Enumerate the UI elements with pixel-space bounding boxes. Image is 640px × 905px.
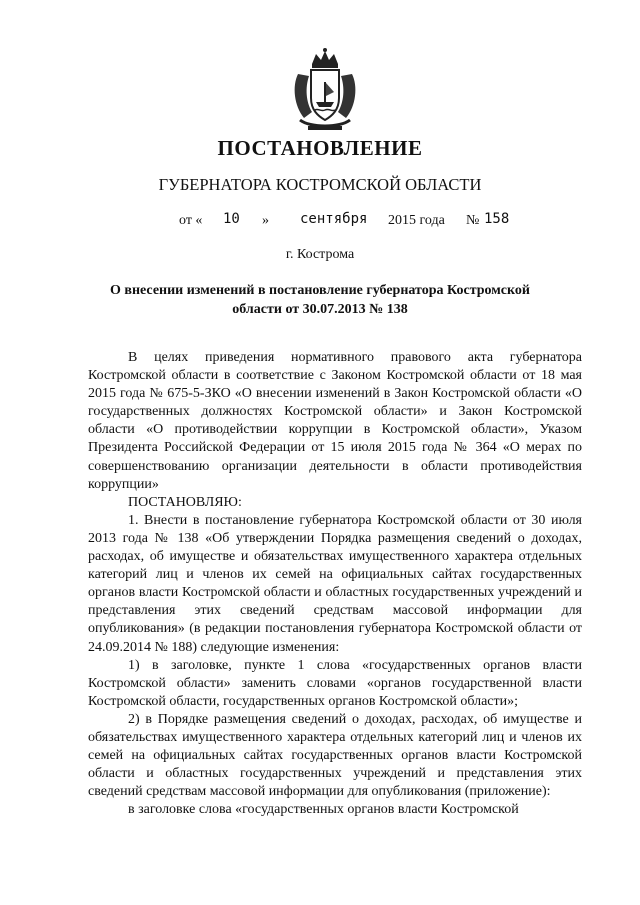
- preamble-paragraph: В целях приведения нормативного правового акта губернатора Костромской области в соответствие с Законом Костромской области от 18 мая 2015 года № 675-5-ЗКО «О внесении изменений в Закон Костромской области «О государственных должностях Костромской области» и Закон Костромской области «О противодействии коррупции в Костромской области», Указом Президента Российской Федерации от 15 июля 2015 года № 364 «О мерах по совершенствованию организации деятельности в области противодействия коррупции»: [88, 350, 582, 492]
- coat-of-arms-icon: [290, 46, 360, 134]
- document-body: [88, 349, 582, 819]
- item-1-paragraph: 1. Внести в постановление губернатора Костромской области от 30 июля 2013 года № 138 «Об утверждении Порядка размещения сведений о доходах, расходах, об имуществе и обязательствах имущественного характера отдельных категорий лиц и членов их семей на официальных сайтах государственных органов власти Костромской области и областных государственных учреждений и представления этих сведений средствам массовой информации для опубликования» (в редакции постановления губернатора Костромской области от 24.09.2014 № 188) следующие изменения:: [88, 512, 582, 655]
- city: г. Кострома: [285, 247, 355, 262]
- date-month: сентября: [300, 211, 368, 227]
- date-year: 2015 года: [388, 213, 445, 228]
- date-number-line: [0, 211, 640, 235]
- document-issuer: ГУБЕРНАТОРА КОСТРОМСКОЙ ОБЛАСТИ: [158, 175, 482, 194]
- subitem-2-paragraph: 2) в Порядке размещения сведений о доходах, расходах, об имуществе и обязательствах имущественного характера отдельных категорий лиц и членов их семей на официальных сайтах государственных органов власти Костромской области и областных государственных учреждений и представления этих сведений средствам массовой информации для опубликования (приложение):: [88, 711, 582, 800]
- document-number: 158: [484, 211, 510, 227]
- date-close-quote: »: [262, 213, 269, 228]
- date-day: 10: [223, 211, 240, 227]
- decree-word: ПОСТАНОВЛЯЮ:: [128, 494, 242, 510]
- document-title: ПОСТАНОВЛЕНИЕ: [217, 136, 423, 160]
- subitem-2a-paragraph: в заголовке слова «государственных органов власти Костромской: [128, 802, 519, 818]
- date-prefix: от «: [179, 213, 203, 228]
- subitem-1-paragraph: 1) в заголовке, пункте 1 слова «государственных органов власти Костромской области» заменить словами «органов государственной власти Костромской области, государственных органов Костромской области»;: [88, 657, 582, 709]
- number-sign: №: [466, 213, 480, 228]
- document-subject: О внесении изменений в постановление губернатора Костромской области от 30.07.2013 № 138: [110, 283, 530, 317]
